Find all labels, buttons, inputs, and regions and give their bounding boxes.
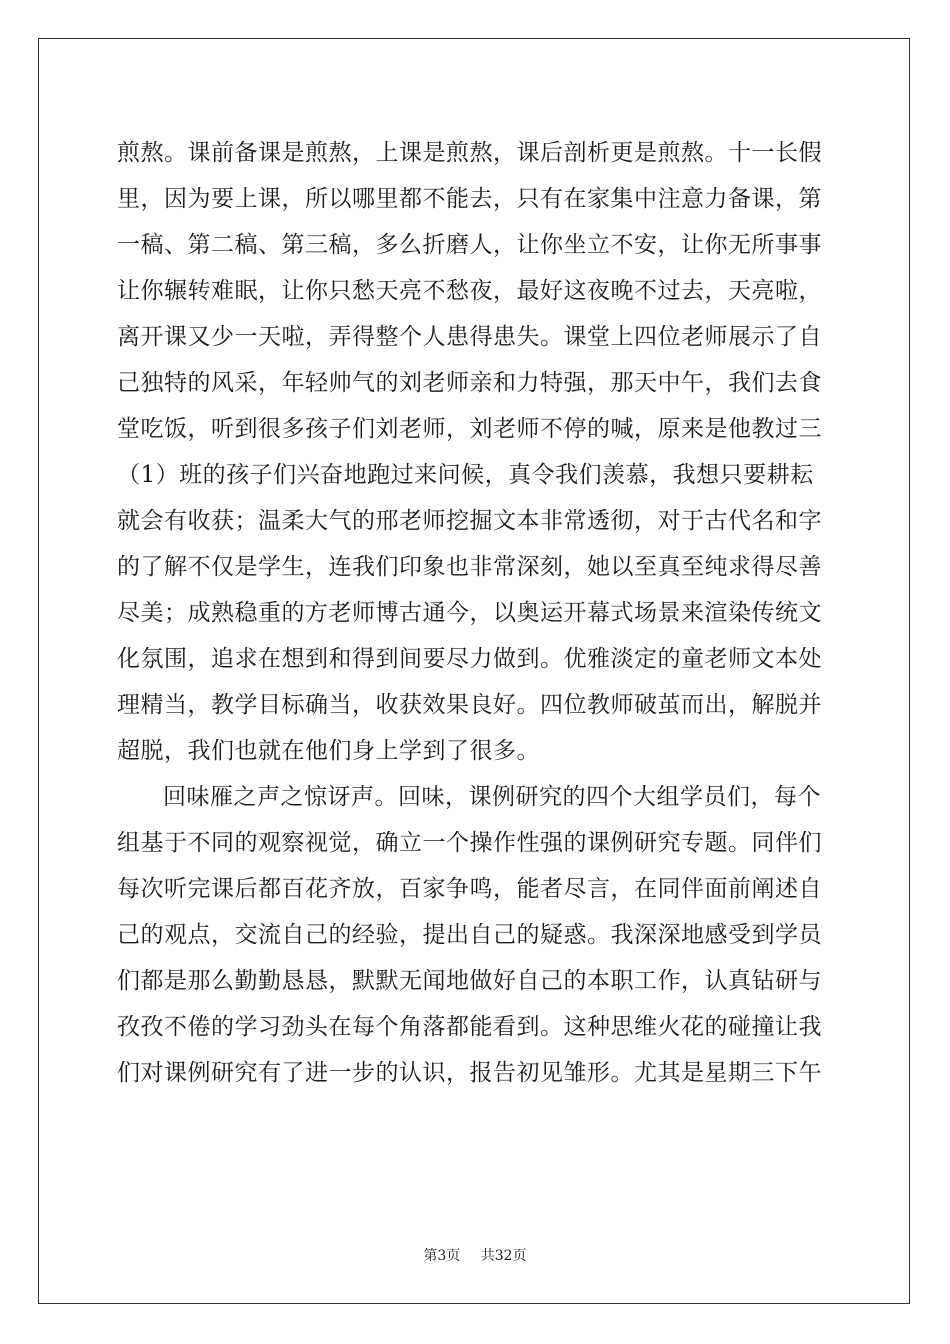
text-line: 化氛围，追求在想到和得到间要尽力做到。优雅淡定的童老师文本处	[117, 646, 822, 672]
text-line: 孜孜不倦的学习劲头在每个角落都能看到。这种思维火花的碰撞让我	[117, 1014, 822, 1040]
document-body	[117, 130, 837, 1096]
text-line: 让你辗转难眠，让你只愁天亮不愁夜，最好这夜晚不过去，天亮啦，	[117, 278, 822, 304]
page-number: 第3页	[423, 1248, 461, 1264]
text-line: 里，因为要上课，所以哪里都不能去，只有在家集中注意力备课，第	[117, 186, 822, 212]
text-line: 理精当，教学目标确当，收获效果良好。四位教师破茧而出，解脱并	[117, 692, 822, 718]
text-line: 们都是那么勤勤恳恳，默默无闻地做好自己的本职工作，认真钻研与	[117, 968, 822, 994]
text-line: 就会有收获；温柔大气的邢老师挖掘文本非常透彻，对于古代名和字	[117, 508, 822, 534]
text-line: 己的观点，交流自己的经验，提出自己的疑惑。我深深地感受到学员	[117, 922, 822, 948]
text-line: 煎熬。课前备课是煎熬，上课是煎熬，课后剖析更是煎熬。十一长假	[117, 140, 822, 166]
text-line: 堂吃饭，听到很多孩子们刘老师，刘老师不停的喊，原来是他教过三	[117, 416, 822, 442]
page-total: 共32页	[480, 1248, 527, 1264]
text-line: 每次听完课后都百花齐放，百家争鸣，能者尽言，在同伴面前阐述自	[117, 876, 822, 902]
text-line: 回味雁之声之惊讶声。回味，课例研究的四个大组学员们，每个	[163, 784, 821, 810]
text-line: 尽美；成熟稳重的方老师博古通今，以奥运开幕式场景来渲染传统文	[117, 600, 822, 626]
page-footer	[0, 1246, 950, 1266]
text-line: 组基于不同的观察视觉，确立一个操作性强的课例研究专题。同伴们	[117, 830, 822, 856]
text-line: 离开课又少一天啦，弄得整个人患得患失。课堂上四位老师展示了自	[117, 324, 822, 350]
text-line: 一稿、第二稿、第三稿，多么折磨人，让你坐立不安，让你无所事事	[117, 232, 822, 258]
text-line: （1）班的孩子们兴奋地跑过来问候，真令我们羡慕，我想只要耕耘	[117, 462, 814, 488]
text-line: 们对课例研究有了进一步的认识，报告初见雏形。尤其是星期三下午	[117, 1060, 822, 1086]
text-line: 己独特的风采，年轻帅气的刘老师亲和力特强，那天中午，我们去食	[117, 370, 822, 396]
text-line: 的了解不仅是学生，连我们印象也非常深刻，她以至真至纯求得尽善	[117, 554, 822, 580]
text-line: 超脱，我们也就在他们身上学到了很多。	[117, 738, 540, 764]
